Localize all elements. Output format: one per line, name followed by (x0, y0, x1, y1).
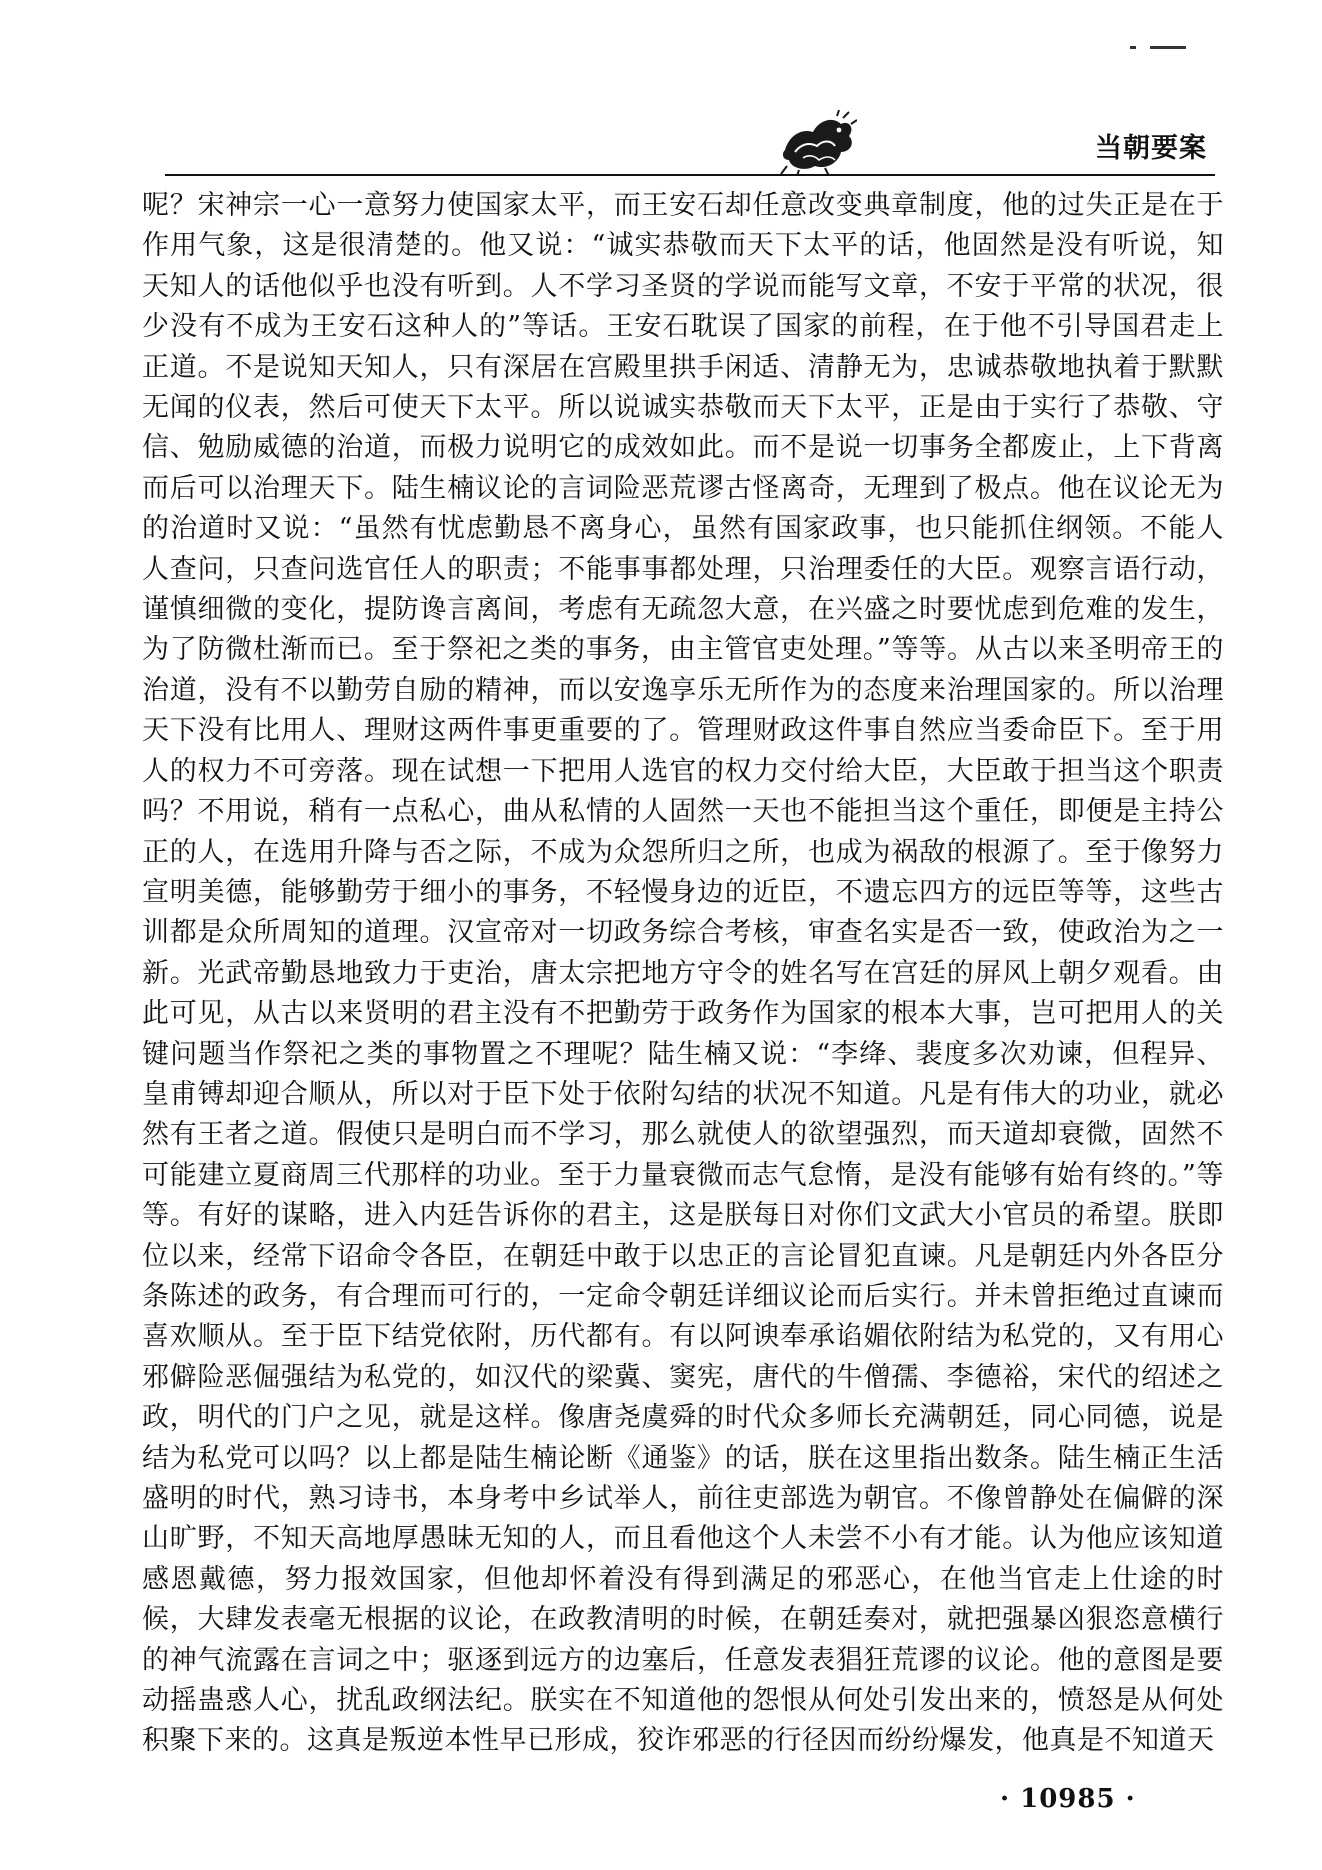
dragon-icon (779, 110, 857, 176)
header-divider (165, 174, 1215, 176)
page-header (165, 110, 1215, 176)
section-title: 当朝要案 (1095, 133, 1207, 164)
corner-mark (1150, 46, 1186, 49)
body-paragraph: 呢？宋神宗一心一意努力使国家太平，而王安石却任意改变典章制度，他的过失正是在于作用气象，这是很清楚的。他又说：“诚实恭敬而天下太平的话，他固然是没有听说，知天知人的话他似乎也没有听到。人不学习圣贤的学说而能写文章，不安于平常的状况，很少没有不成为王安石这种人的”等话。王安石耽误了国家的前程，在于他不引导国君走上正道。不是说知天知人，只有深居在宫殿里拱手闲适、清静无为，忠诚恭敬地执着于默默无闻的仪表，然后可使天下太平。所以说诚实恭敬而天下太平，正是由于实行了恭敬、守信、勉励威德的治道，而极力说明它的成效如此。而不是说一切事务全都废止，上下背离而后可以治理天下。陆生楠议论的言词险恶荒谬古怪离奇，无理到了极点。他在议论无为的治道时又说：“虽然有忧虑勤恳不离身心，虽然有国家政事，也只能抓住纲领。不能人人查问，只查问选官任人的职责；不能事事都处理，只治理委任的大臣。观察言语行动，谨慎细微的变化，提防谗言离间，考虑有无疏忽大意，在兴盛之时要忧虑到危难的发生，为了防微杜渐而已。至于祭祀之类的事务，由主管官吏处理。”等等。从古以来圣明帝王的治道，没有不以勤劳自励的精神，而以安逸享乐无所作为的态度来治理国家的。所以治理天下没有比用人、理财这两件事更重要的了。管理财政这件事自然应当委命臣下。至于用人的权力不可旁落。现在试想一下把用人选官的权力交付给大臣，大臣敢于担当这个职责吗？不用说，稍有一点私心，曲从私情的人固然一天也不能担当这个重任，即便是主持公正的人，在选用升降与否之际，不成为众怨所归之所，也成为祸敌的根源了。至于像努力宣明美德，能够勤劳于细小的事务，不轻慢身边的近臣，不遗忘四方的远臣等等，这些古训都是众所周知的道理。汉宣帝对一切政务综合考核，审查名实是否一致，使政治为之一新。光武帝勤恳地致力于吏治，唐太宗把地方守令的姓名写在宫廷的屏风上朝夕观看。由此可见，从古以来贤明的君主没有不把勤劳于政务作为国家的根本大事，岂可把用人的关键问题当作祭祀之类的事物置之不理呢？陆生楠又说：“李绛、裴度多次劝谏，但程异、皇甫镈却迎合顺从，所以对于臣下处于依附勾结的状况不知道。凡是有伟大的功业，就必然有王者之道。假使只是明白而不学习，那么就使人的欲望强烈，而天道却衰微，固然不可能建立夏商周三代那样的功业。至于力量衰微而志气怠惰，是没有能够有始有终的。”等等。有好的谋略，进入内廷告诉你的君主，这是朕每日对你们文武大小官员的希望。朕即位以来，经常下诏命令各臣，在朝廷中敢于以忠正的言论冒犯直谏。凡是朝廷内外各臣分条陈述的政务，有合理而可行的，一定命令朝廷详细议论而后实行。并未曾拒绝过直谏而喜欢顺从。至于臣下结党依附，历代都有。有以阿谀奉承谄媚依附结为私党的，又有用心邪僻险恶倔强结为私党的，如汉代的梁冀、窦宪，唐代的牛僧孺、李德裕，宋代的绍述之政，明代的门户之见，就是这样。像唐尧虞舜的时代众多师长充满朝廷，同心同德，说是结为私党可以吗？以上都是陆生楠论断《通鉴》的话，朕在这里指出数条。陆生楠正生活盛明的时代，熟习诗书，本身考中乡试举人，前往吏部选为朝官。不像曾静处在偏僻的深山旷野，不知天高地厚愚昧无知的人，而且看他这个人未尝不小有才能。认为他应该知道感恩戴德，努力报效国家，但他却怀着没有得到满足的邪恶心，在他当官走上仕途的时候，大肆发表毫无根据的议论，在政教清明的时候，在朝廷奏对，就把强暴凶狠恣意横行的神气流露在言词之中；驱逐到远方的边塞后，任意发表猖狂荒谬的议论。他的意图是要动摇蛊惑人心，扰乱政纲法纪。朕实在不知道他的怨恨从何处引发出来的，愤怒是从何处积聚下来的。这真是叛逆本性早已形成，狡诈邪恶的行径因而纷纷爆发，他真是不知道天 (142, 190, 1224, 1757)
page-number: · 10985 · (1000, 1784, 1136, 1814)
